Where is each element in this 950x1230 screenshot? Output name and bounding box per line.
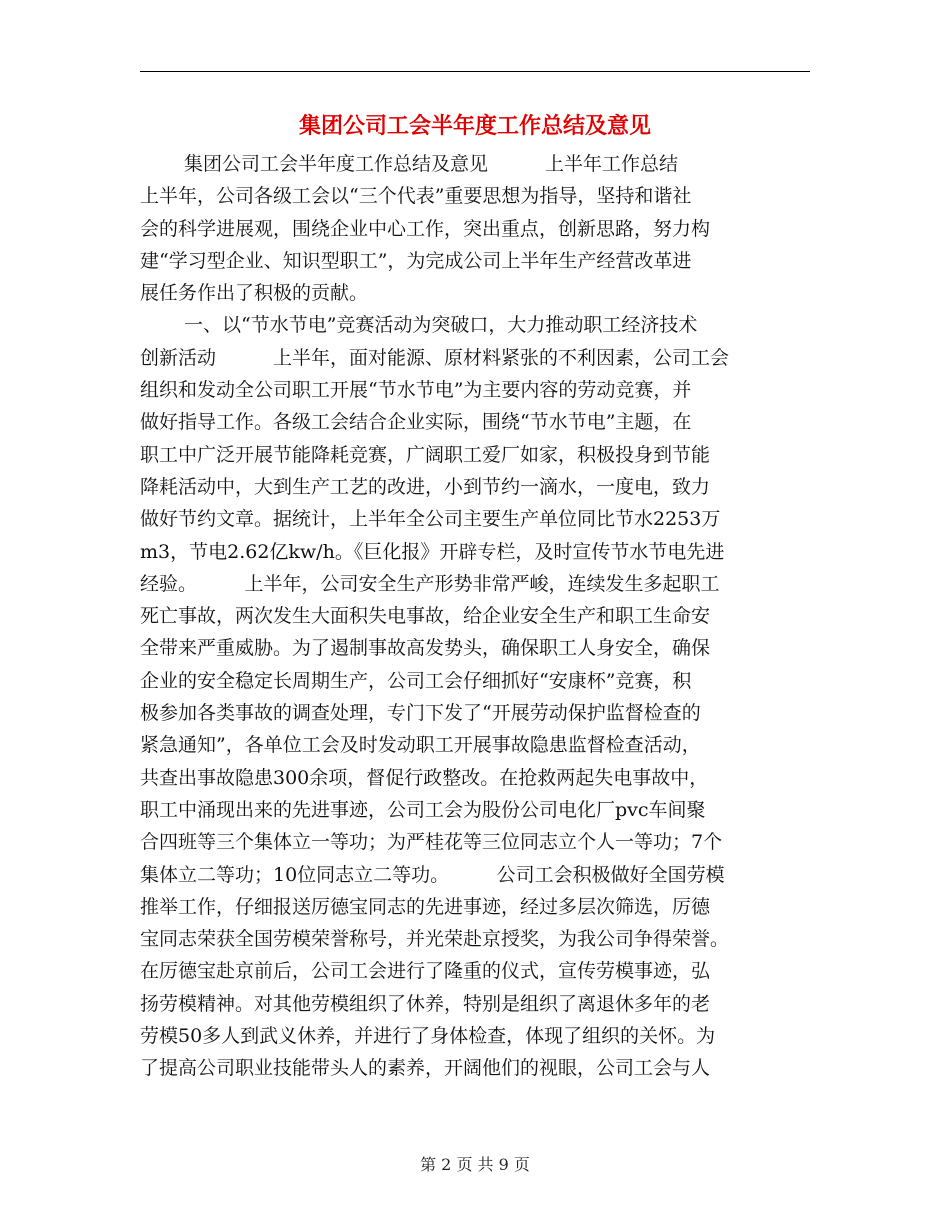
current-page-number: 2 bbox=[441, 1155, 452, 1174]
text-line: 降耗活动中，大到生产工艺的改进，小到节约一滴水，一度电，致力 bbox=[140, 475, 711, 498]
text-line: 宝同志荣获全国劳模荣誉称号，并光荣赴京授奖，为我公司争得荣誉。 bbox=[140, 928, 730, 951]
text-line: 劳模50多人到武义休养，并进行了身体检查，体现了组织的关怀。为 bbox=[140, 1025, 716, 1048]
text-line: 全带来严重威胁。为了遏制事故高发势头，确保职工人身安全，确保 bbox=[140, 637, 711, 660]
text-line: 共查出事故隐患300余项，督促行政整改。在抢救两起失电事故中， bbox=[140, 766, 709, 789]
text-line: 职工中广泛开展节能降耗竞赛，广阔职工爱厂如家，积极投身到节能 bbox=[140, 443, 711, 466]
paragraph-1 bbox=[140, 148, 815, 309]
text-line: 做好指导工作。各级工会结合企业实际，围绕“节水节电”主题，在 bbox=[140, 411, 692, 434]
text-line: 职工中涌现出来的先进事迹，公司工会为股份公司电化厂pvc车间聚 bbox=[140, 798, 706, 821]
text-line: 建“学习型企业、知识型职工”，为完成公司上半年生产经营改革进 bbox=[140, 249, 692, 272]
header-rule bbox=[140, 71, 810, 72]
text-line: 集体立二等功；10位同志立二等功。 公司工会积极做好全国劳模 bbox=[140, 863, 725, 886]
text-line: 推举工作，仔细报送厉德宝同志的先进事迹，经过多层次筛选，厉德 bbox=[140, 895, 711, 918]
text-line: 做好节约文章。据统计，上半年全公司主要生产单位同比节水2253万 bbox=[140, 508, 721, 531]
text-line: 组织和发动全公司职工开展“节水节电”为主要内容的劳动竞赛，并 bbox=[140, 379, 692, 402]
paragraph-2 bbox=[140, 309, 815, 1084]
footer-prefix: 第 bbox=[420, 1155, 437, 1174]
text-line: 合四班等三个集体立一等功；为严桂花等三位同志立个人一等功；7个 bbox=[140, 831, 723, 854]
text-line: 经验。 上半年，公司安全生产形势非常严峻，连续发生多起职工 bbox=[140, 572, 720, 595]
text-line: 死亡事故，两次发生大面积失电事故，给企业安全生产和职工生命安 bbox=[140, 605, 711, 628]
text-line: m3，节电2.62亿kw/h。《巨化报》开辟专栏，及时宣传节水节电先进 bbox=[140, 540, 725, 563]
text-line: 紧急通知”，各单位工会及时发动职工开展事故隐患监督检查活动， bbox=[140, 734, 701, 757]
document-title: 集团公司工会半年度工作总结及意见 bbox=[298, 113, 651, 139]
text-line: 一、以“节水节电”竞赛活动为突破口，大力推动职工经济技术 bbox=[184, 314, 698, 337]
text-line: 上半年，公司各级工会以“三个代表”重要思想为指导，坚持和谐社 bbox=[140, 185, 692, 208]
total-pages-number: 9 bbox=[498, 1155, 509, 1174]
text-line: 创新活动 上半年，面对能源、原材料紧张的不利因素，公司工会 bbox=[140, 346, 730, 369]
page-footer bbox=[0, 1154, 950, 1176]
text-line: 扬劳模精神。对其他劳模组织了休养，特别是组织了离退休多年的老 bbox=[140, 992, 711, 1015]
text-line: 展任务作出了积极的贡献。 bbox=[140, 282, 369, 305]
text-line: 集团公司工会半年度工作总结及意见 上半年工作总结 bbox=[184, 153, 679, 175]
footer-middle: 页 共 bbox=[456, 1155, 494, 1174]
footer-suffix: 页 bbox=[513, 1155, 530, 1174]
text-line: 企业的安全稳定长周期生产，公司工会仔细抓好“安康杯”竞赛，积 bbox=[140, 669, 692, 692]
text-line: 会的科学进展观，围绕企业中心工作，突出重点，创新思路，努力构 bbox=[140, 217, 711, 240]
document-body bbox=[140, 148, 815, 1085]
text-line: 在厉德宝赴京前后，公司工会进行了隆重的仪式，宣传劳模事迹，弘 bbox=[140, 960, 711, 983]
text-line: 极参加各类事故的调查处理，专门下发了“开展劳动保护监督检查的 bbox=[140, 702, 701, 725]
text-line: 了提高公司职业技能带头人的素养，开阔他们的视眼，公司工会与人 bbox=[140, 1057, 711, 1080]
